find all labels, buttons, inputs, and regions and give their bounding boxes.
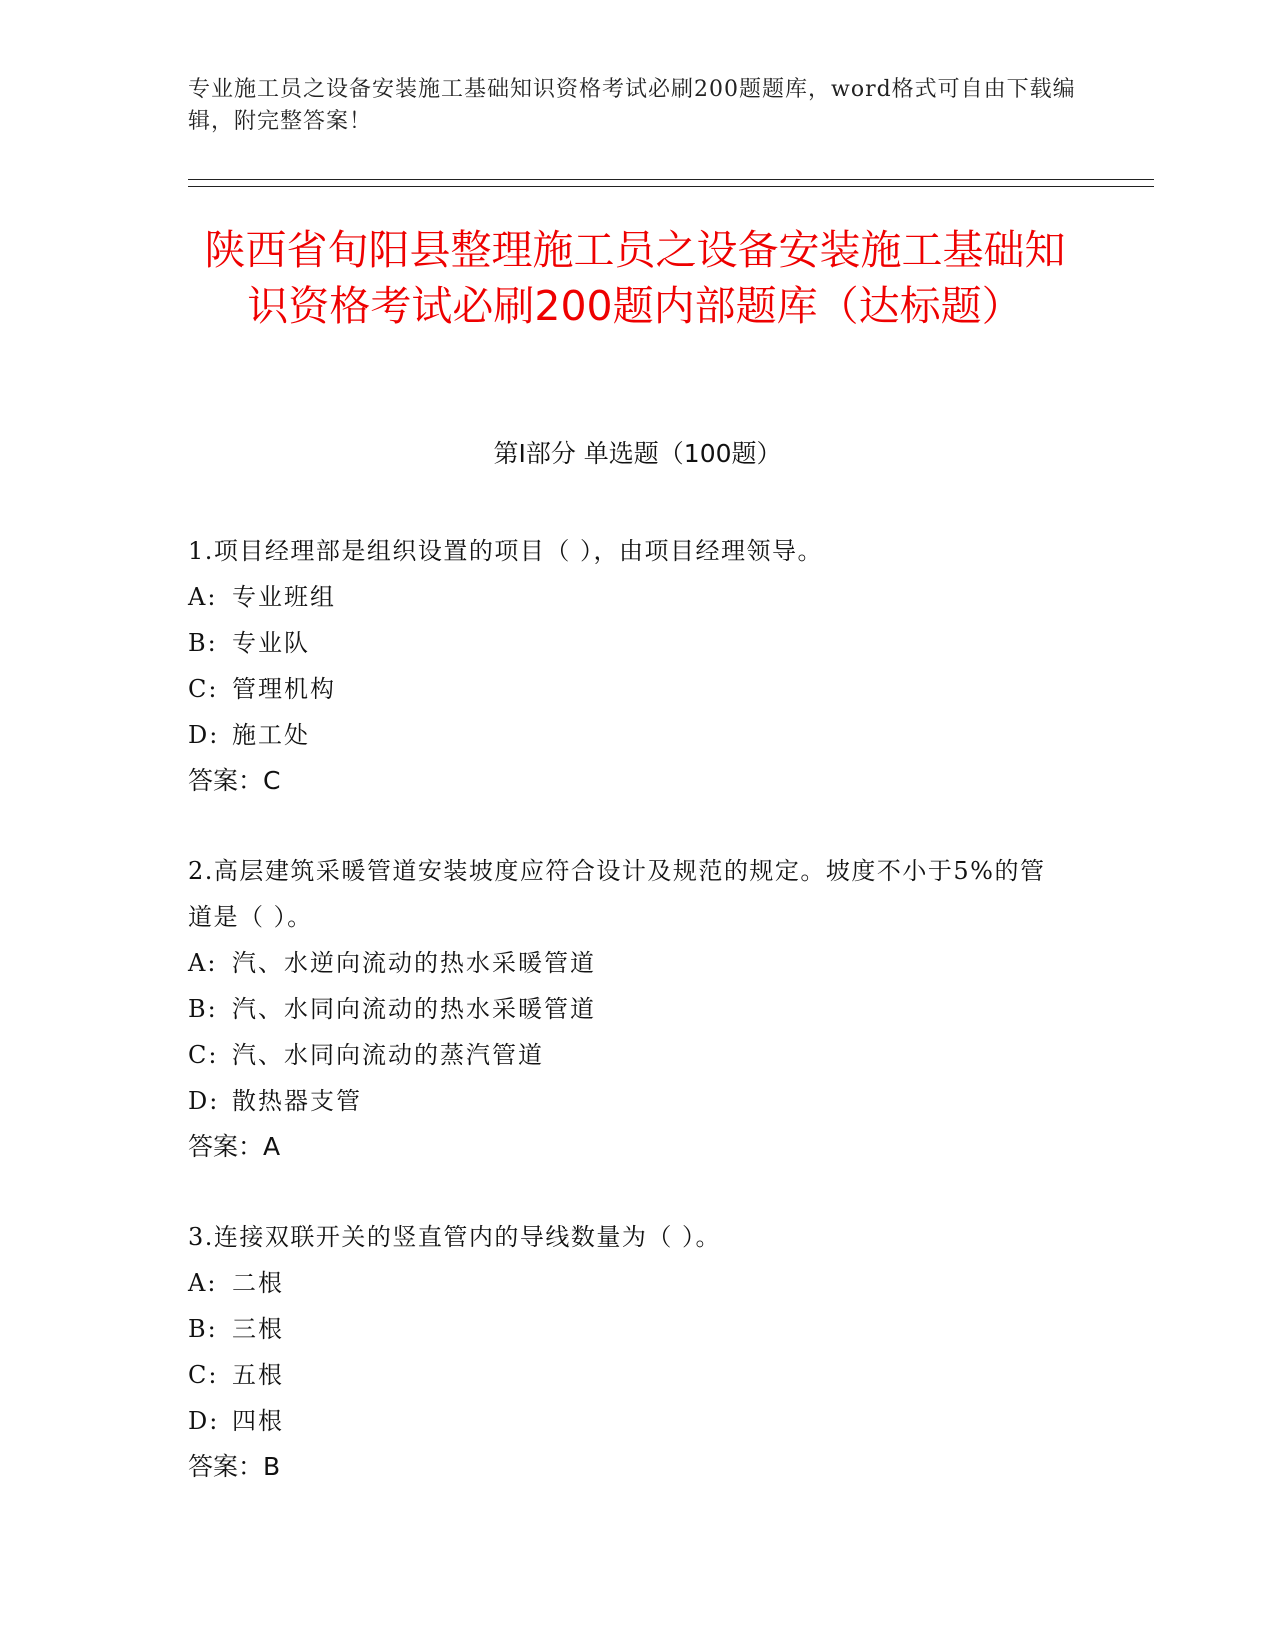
option-d [188, 712, 1068, 758]
question-stem: 2.高层建筑采暖管道安装坡度应符合设计及规范的规定。坡度不小于5%的管道是（ ）。 [188, 857, 1046, 931]
answer-line: 答案：C [188, 766, 281, 795]
option-a [188, 940, 1068, 986]
option-key: D: [188, 1407, 220, 1435]
option-b [188, 620, 1068, 666]
section-heading: 第Ⅰ部分 单选题（100题） [493, 439, 782, 468]
question-stem: 3.连接双联开关的竖直管内的导线数量为（ ）。 [188, 1223, 722, 1251]
option-text: 二根 [232, 1269, 284, 1297]
option-a [188, 574, 1068, 620]
option-key: D: [188, 1087, 220, 1115]
question-list [188, 528, 1068, 1534]
option-key: C: [188, 1041, 219, 1069]
option-text: 施工处 [232, 721, 310, 749]
question-stem: 1.项目经理部是组织设置的项目（ ），由项目经理领导。 [188, 537, 824, 565]
question-1 [188, 528, 1068, 804]
option-key: A: [188, 949, 218, 977]
option-text: 散热器支管 [232, 1087, 362, 1115]
option-text: 三根 [232, 1315, 284, 1343]
option-c [188, 1032, 1068, 1078]
question-3 [188, 1214, 1068, 1490]
option-key: B: [188, 1315, 218, 1343]
answer-line: 答案：B [188, 1452, 281, 1481]
question-2 [188, 848, 1068, 1170]
option-b [188, 1306, 1068, 1352]
option-c [188, 1352, 1068, 1398]
option-text: 汽、水同向流动的热水采暖管道 [232, 995, 596, 1023]
option-d [188, 1398, 1068, 1444]
option-key: A: [188, 1269, 218, 1297]
option-text: 汽、水逆向流动的热水采暖管道 [232, 949, 596, 977]
option-text: 管理机构 [232, 675, 336, 703]
option-d [188, 1078, 1068, 1124]
header-rule-bottom [188, 186, 1154, 187]
option-text: 四根 [232, 1407, 284, 1435]
option-key: C: [188, 675, 219, 703]
option-key: B: [188, 629, 218, 657]
option-key: C: [188, 1361, 219, 1389]
option-text: 专业队 [232, 629, 310, 657]
option-c [188, 666, 1068, 712]
option-text: 专业班组 [232, 583, 336, 611]
option-key: A: [188, 583, 218, 611]
header-note: 专业施工员之设备安装施工基础知识资格考试必刷200题题库，word格式可自由下载编辑，附完整答案！ [188, 77, 1076, 134]
document-title: 陕西省旬阳县整理施工员之设备安装施工基础知识资格考试必刷200题内部题库（达标题） [204, 226, 1066, 330]
option-b [188, 986, 1068, 1032]
header-rule-top [188, 179, 1154, 180]
option-key: B: [188, 995, 218, 1023]
option-a [188, 1260, 1068, 1306]
option-key: D: [188, 721, 220, 749]
answer-line: 答案：A [188, 1132, 281, 1161]
option-text: 汽、水同向流动的蒸汽管道 [232, 1041, 544, 1069]
option-text: 五根 [232, 1361, 284, 1389]
